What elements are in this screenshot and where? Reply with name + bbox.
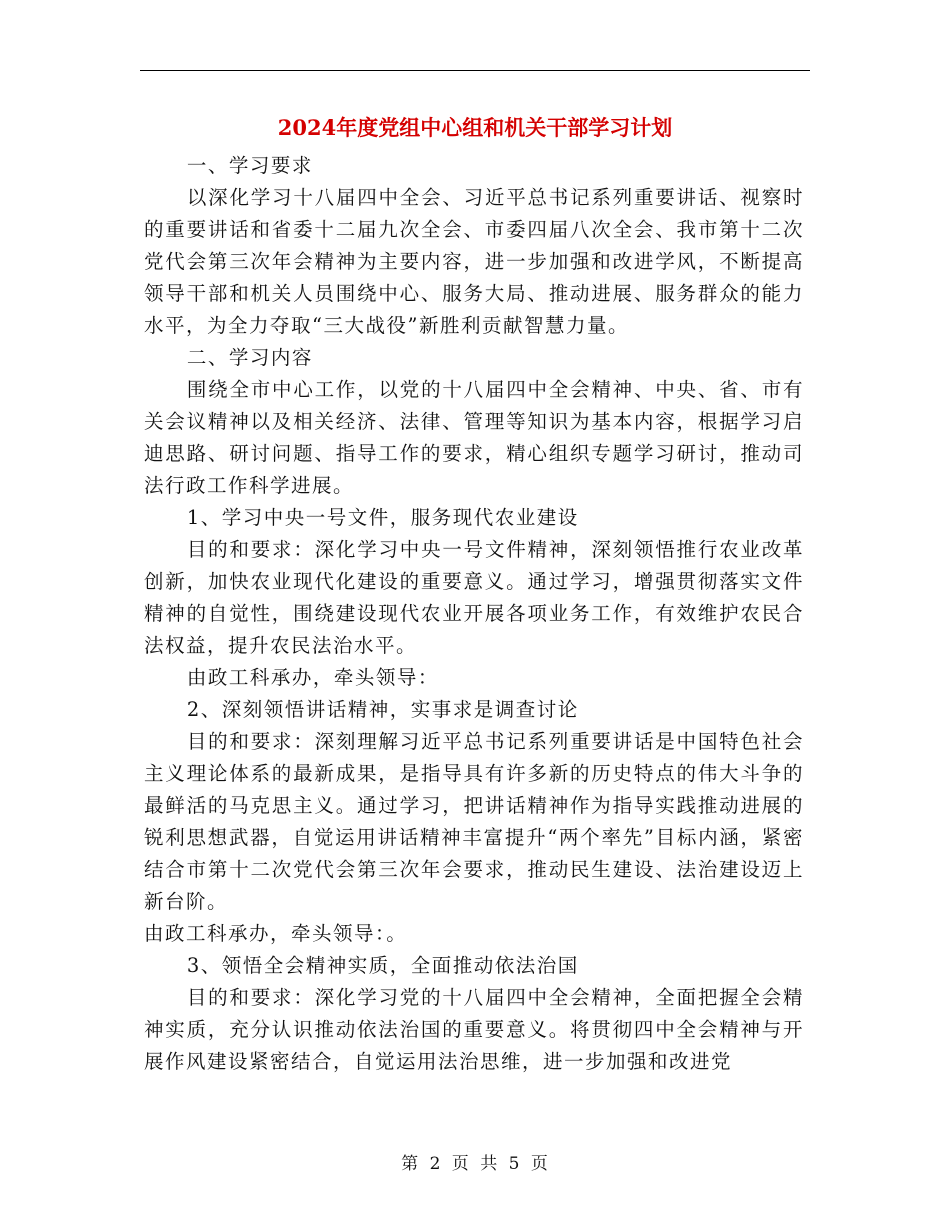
document-title: 2024年度党组中心组和机关干部学习计划 (277, 115, 673, 140)
header-rule (140, 70, 810, 71)
section-heading-content: 二、学习内容 (186, 346, 313, 369)
item-purpose-1: 目的和要求：深化学习中央一号文件精神，深刻领悟推行农业改革创新，加快农业现代化建设的重要意义。通过学习，增强贯彻落实文件精神的自觉性，围绕建设现代农业开展各项业务工作，有效维护农民合法权益，提升农民法治水平。 (144, 538, 804, 657)
document-body (144, 150, 804, 1078)
item-organizer-2: 由政工科承办，牵头领导：。 (144, 922, 408, 945)
item-organizer-1: 由政工科承办，牵头领导： (186, 666, 439, 689)
section-heading-requirements: 一、学习要求 (186, 154, 313, 177)
paragraph-content: 围绕全市中心工作，以党的十八届四中全会精神、中央、省、市有关会议精神以及相关经济、法律、管理等知识为基本内容，根据学习启迪思路、研讨问题、指导工作的要求，精心组织专题学习研讨，推动司法行政工作科学进展。 (144, 378, 804, 497)
paragraph-requirements: 以深化学习十八届四中全会、习近平总书记系列重要讲话、视察时的重要讲话和省委十二届九次全会、市委四届八次全会、我市第十二次党代会第三次年会精神为主要内容，进一步加强和改进学风，不断提高领导干部和机关人员围绕中心、服务大局、推动进展、服务群众的能力水平，为全力夺取“三大战役”新胜利贡献智慧力量。 (144, 186, 804, 337)
item-purpose-2: 目的和要求：深刻理解习近平总书记系列重要讲话是中国特色社会主义理论体系的最新成果，是指导具有许多新的历史特点的伟大斗争的最鲜活的马克思主义。通过学习，把讲话精神作为指导实践推动进展的锐利思想武器，自觉运用讲话精神丰富提升“两个率先”目标内涵，紧密结合市第十二次党代会第三次年会要求，推动民生建设、法治建设迈上新台阶。 (144, 730, 804, 913)
item-heading-2: 2、深刻领悟讲话精神，实事求是调查讨论 (186, 698, 579, 721)
item-purpose-3: 目的和要求：深化学习党的十八届四中全会精神，全面把握全会精神实质，充分认识推动依法治国的重要意义。将贯彻四中全会精神与开展作风建设紧密结合，自觉运用法治思维，进一步加强和改进党 (144, 986, 804, 1073)
item-heading-3: 3、领悟全会精神实质，全面推动依法治国 (186, 954, 579, 977)
page-number-footer: 第 2 页 共 5 页 (401, 1154, 549, 1174)
item-heading-1: 1、学习中央一号文件，服务现代农业建设 (186, 506, 579, 529)
